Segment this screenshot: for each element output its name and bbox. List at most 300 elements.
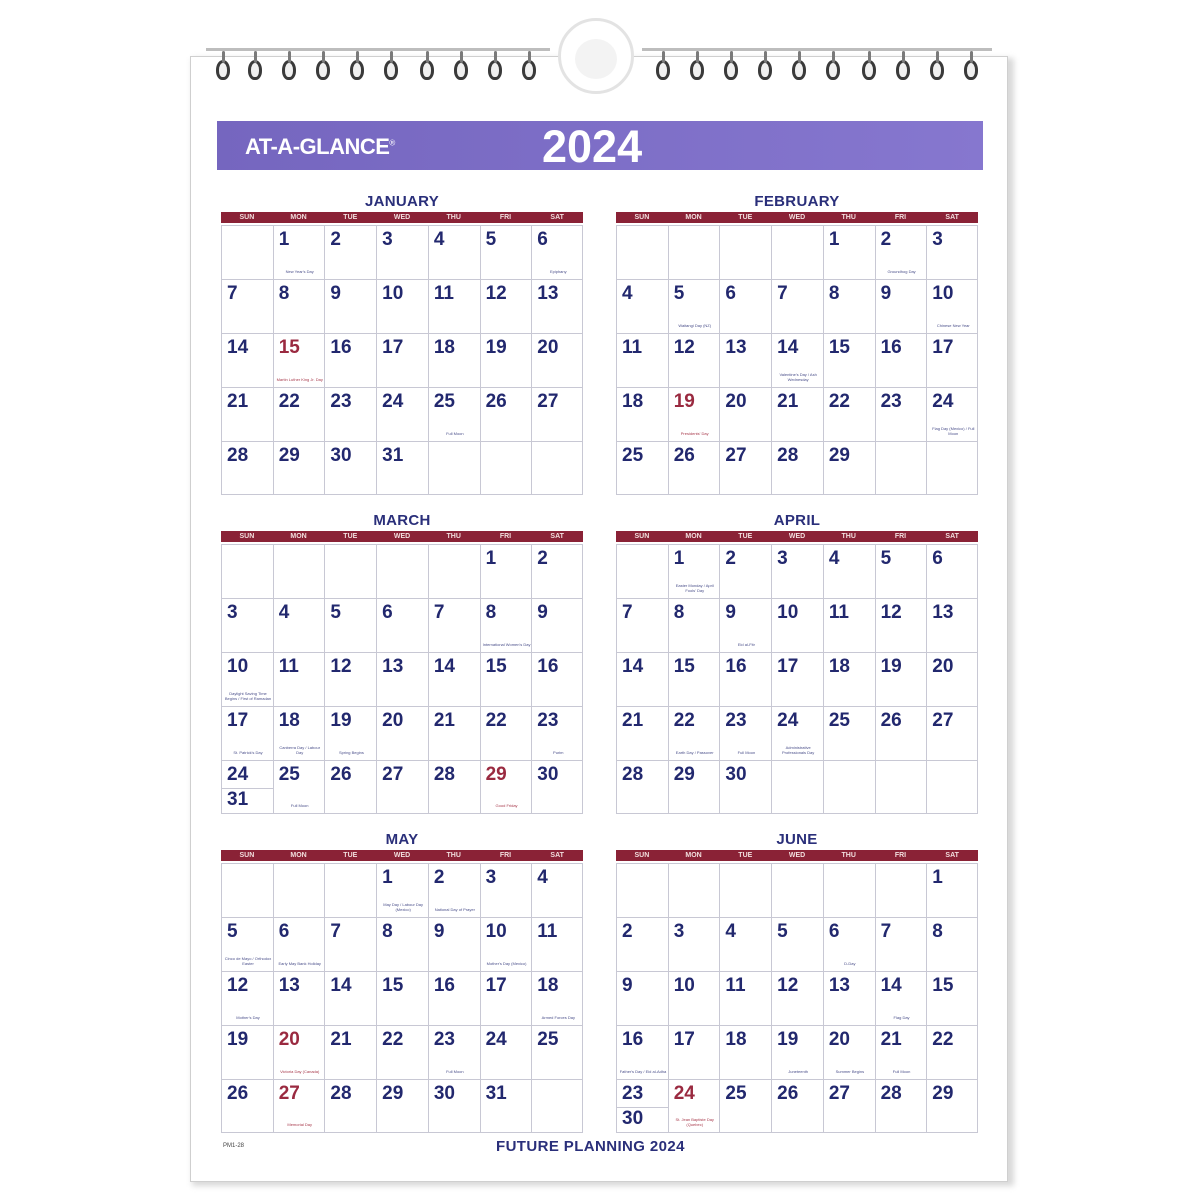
day-cell[interactable] [823, 333, 875, 387]
day-number: 1 [485, 548, 497, 569]
day-cell[interactable] [719, 225, 771, 279]
day-cell[interactable] [480, 652, 532, 706]
day-number: 10 [227, 656, 249, 677]
day-cell[interactable] [480, 441, 532, 495]
day-cell[interactable] [668, 971, 720, 1025]
day-cell[interactable] [324, 917, 376, 971]
day-cell[interactable] [273, 387, 325, 441]
day-cell[interactable] [221, 225, 273, 279]
day-cell[interactable] [875, 441, 927, 495]
day-cell[interactable] [616, 1025, 668, 1079]
day-cell[interactable] [480, 333, 532, 387]
day-number: 18 [828, 656, 850, 677]
day-cell[interactable] [480, 1025, 532, 1079]
day-cell[interactable] [428, 387, 480, 441]
day-number: 17 [227, 710, 249, 731]
day-cell[interactable] [668, 863, 720, 917]
day-cell[interactable] [668, 225, 720, 279]
day-cell[interactable] [480, 760, 532, 814]
day-cell[interactable] [480, 1079, 532, 1133]
day-cell[interactable] [823, 760, 875, 814]
day-cell[interactable] [875, 598, 927, 652]
day-cell[interactable] [668, 598, 720, 652]
day-cell[interactable] [616, 387, 668, 441]
day-cell[interactable] [823, 387, 875, 441]
day-cell[interactable] [428, 760, 480, 814]
weekday-header [221, 531, 583, 542]
day-cell[interactable] [376, 863, 428, 917]
weekday-label: FRI [894, 533, 907, 540]
day-cell[interactable] [719, 544, 771, 598]
day-cell[interactable] [428, 1079, 480, 1133]
day-number: 23 [622, 1083, 644, 1104]
day-cell[interactable] [771, 917, 823, 971]
day-cell[interactable] [480, 544, 532, 598]
day-cell[interactable] [823, 1025, 875, 1079]
day-cell[interactable] [376, 279, 428, 333]
day-cell[interactable] [531, 1079, 583, 1133]
day-cell[interactable] [531, 279, 583, 333]
day-cell[interactable] [771, 652, 823, 706]
day-cell[interactable] [771, 760, 823, 814]
day-number: 2 [622, 921, 633, 942]
day-cell[interactable] [823, 971, 875, 1025]
weekday-label: WED [788, 533, 806, 540]
day-cell[interactable] [376, 971, 428, 1025]
day-number: 9 [880, 283, 892, 304]
day-cell[interactable] [875, 652, 927, 706]
day-number: 1 [828, 229, 840, 250]
month-name: JANUARY [364, 193, 440, 210]
day-cell[interactable] [221, 544, 273, 598]
day-cell[interactable] [719, 863, 771, 917]
day-cell[interactable] [823, 1079, 875, 1133]
day-cell[interactable] [616, 441, 668, 495]
day-cell[interactable] [480, 387, 532, 441]
day-cell[interactable] [376, 1079, 428, 1133]
day-note: Waitangi Day (NZ) [678, 323, 712, 328]
day-cell[interactable] [221, 760, 273, 814]
day-number: 14 [777, 337, 799, 358]
weekday-header [221, 850, 583, 861]
day-cell[interactable] [273, 279, 325, 333]
day-note: Memorial Day [287, 1122, 313, 1127]
day-number: 17 [932, 337, 954, 358]
day-note: Full Moon [446, 1069, 464, 1074]
day-cell[interactable] [531, 544, 583, 598]
day-cell[interactable] [875, 333, 927, 387]
day-cell[interactable] [324, 760, 376, 814]
binding-ring [420, 60, 434, 80]
day-cell[interactable] [926, 387, 978, 441]
day-note: Flag Day [893, 1015, 910, 1020]
day-number: 7 [330, 921, 341, 942]
day-cell[interactable] [273, 863, 325, 917]
day-cell[interactable] [771, 971, 823, 1025]
day-cell[interactable] [273, 706, 325, 760]
day-cell[interactable] [376, 225, 428, 279]
day-cell[interactable] [875, 760, 927, 814]
day-cell[interactable] [221, 1025, 273, 1079]
day-cell[interactable] [531, 441, 583, 495]
weekday-label: TUE [343, 852, 358, 859]
day-cell[interactable] [480, 706, 532, 760]
weekday-label: THU [446, 852, 461, 859]
day-cell[interactable] [376, 652, 428, 706]
day-cell[interactable] [273, 333, 325, 387]
day-cell[interactable] [719, 279, 771, 333]
day-cell[interactable] [719, 917, 771, 971]
day-number: 2 [725, 548, 736, 569]
day-number: 22 [278, 391, 300, 412]
day-cell[interactable] [668, 441, 720, 495]
day-cell[interactable] [531, 1025, 583, 1079]
day-cell[interactable] [668, 279, 720, 333]
day-cell[interactable] [926, 333, 978, 387]
binding-ring [384, 60, 398, 80]
day-cell[interactable] [480, 917, 532, 971]
day-number: 29 [828, 445, 850, 466]
day-cell[interactable] [668, 1025, 720, 1079]
day-cell[interactable] [428, 598, 480, 652]
day-cell[interactable] [221, 279, 273, 333]
day-cell[interactable] [428, 706, 480, 760]
day-number: 7 [880, 921, 892, 942]
day-cell[interactable] [719, 652, 771, 706]
day-cell[interactable] [376, 598, 428, 652]
weekday-label: WED [393, 533, 411, 540]
day-cell[interactable] [616, 333, 668, 387]
day-number: 1 [382, 867, 393, 888]
day-cell[interactable] [428, 333, 480, 387]
day-cell[interactable] [926, 971, 978, 1025]
day-cell[interactable] [875, 706, 927, 760]
day-cell[interactable] [823, 706, 875, 760]
day-cell[interactable] [668, 706, 720, 760]
day-number: 22 [828, 391, 850, 412]
day-cell[interactable] [771, 279, 823, 333]
day-cell[interactable] [428, 225, 480, 279]
day-cell[interactable] [273, 1079, 325, 1133]
day-cell[interactable] [273, 441, 325, 495]
day-number: 14 [622, 656, 644, 677]
day-cell[interactable] [324, 279, 376, 333]
day-cell[interactable] [771, 333, 823, 387]
day-cell[interactable] [531, 706, 583, 760]
day-note: Daylight Saving Time Begins / First of Ramadan [224, 691, 272, 701]
day-cell[interactable] [616, 706, 668, 760]
day-cell[interactable] [221, 598, 273, 652]
weekday-label: TUE [738, 214, 753, 221]
day-cell[interactable] [926, 760, 978, 814]
day-number: 18 [537, 975, 559, 996]
day-number: 17 [673, 1029, 695, 1050]
day-cell[interactable] [221, 333, 273, 387]
day-cell[interactable] [719, 333, 771, 387]
day-cell[interactable] [324, 1025, 376, 1079]
day-cell[interactable] [771, 544, 823, 598]
day-cell[interactable] [771, 441, 823, 495]
day-cell[interactable] [719, 971, 771, 1025]
day-note: National Day of Prayer [434, 907, 475, 912]
day-cell[interactable] [273, 652, 325, 706]
day-cell[interactable] [531, 387, 583, 441]
binding-ring [862, 60, 876, 80]
day-cell[interactable] [771, 225, 823, 279]
weekday-label: SAT [550, 214, 564, 221]
day-number: 23 [433, 1029, 455, 1050]
day-cell[interactable] [926, 544, 978, 598]
day-number: 30 [725, 764, 747, 785]
weekday-label: WED [788, 852, 806, 859]
day-cell[interactable] [531, 652, 583, 706]
day-cell[interactable] [221, 863, 273, 917]
day-cell[interactable] [221, 387, 273, 441]
weekday-label: THU [841, 852, 856, 859]
day-cell[interactable] [926, 441, 978, 495]
day-cell[interactable] [324, 544, 376, 598]
day-cell[interactable] [668, 387, 720, 441]
day-cell[interactable] [926, 598, 978, 652]
day-cell[interactable] [273, 971, 325, 1025]
binding-ring [826, 60, 840, 80]
day-cell[interactable] [531, 598, 583, 652]
day-cell[interactable] [875, 1025, 927, 1079]
day-number: 12 [330, 656, 352, 677]
day-cell[interactable] [616, 917, 668, 971]
day-cell[interactable] [428, 279, 480, 333]
day-number: 19 [330, 710, 352, 731]
day-cell[interactable] [668, 652, 720, 706]
day-cell[interactable] [875, 387, 927, 441]
day-cell[interactable] [221, 1079, 273, 1133]
day-cell[interactable] [428, 652, 480, 706]
day-cell[interactable] [531, 760, 583, 814]
day-number: 20 [382, 710, 404, 731]
day-cell[interactable] [616, 863, 668, 917]
day-number: 22 [673, 710, 695, 731]
day-cell[interactable] [531, 971, 583, 1025]
day-note: D-Day [844, 961, 856, 966]
weekday-label: MON [290, 214, 307, 221]
day-cell[interactable] [875, 863, 927, 917]
weekday-label: SUN [634, 214, 650, 221]
day-cell[interactable] [480, 863, 532, 917]
day-cell[interactable] [531, 333, 583, 387]
day-cell[interactable] [771, 863, 823, 917]
hanger-hook[interactable] [558, 18, 634, 94]
day-cell[interactable] [480, 225, 532, 279]
day-cell[interactable] [616, 225, 668, 279]
day-cell[interactable] [875, 279, 927, 333]
day-cell[interactable] [926, 652, 978, 706]
day-note: Epiphany [549, 269, 567, 274]
day-cell[interactable] [823, 598, 875, 652]
day-cell[interactable] [823, 279, 875, 333]
day-number: 30 [622, 1108, 644, 1129]
day-cell[interactable] [875, 917, 927, 971]
day-cell[interactable] [376, 917, 428, 971]
day-number: 17 [382, 337, 404, 358]
day-number: 1 [932, 867, 943, 888]
day-cell[interactable] [926, 279, 978, 333]
day-cell[interactable] [875, 1079, 927, 1133]
day-cell[interactable] [823, 441, 875, 495]
day-cell[interactable] [273, 1025, 325, 1079]
day-number: 13 [278, 975, 300, 996]
day-cell[interactable] [719, 1025, 771, 1079]
day-cell[interactable] [531, 863, 583, 917]
product-code: PM1-28 [223, 1143, 245, 1149]
day-cell[interactable] [273, 544, 325, 598]
day-cell[interactable] [376, 387, 428, 441]
day-cell[interactable] [616, 971, 668, 1025]
day-cell[interactable] [324, 441, 376, 495]
day-number: 16 [433, 975, 455, 996]
day-cell[interactable] [719, 441, 771, 495]
day-cell[interactable] [668, 544, 720, 598]
day-cell[interactable] [428, 971, 480, 1025]
day-cell[interactable] [273, 760, 325, 814]
day-number: 24 [932, 391, 954, 412]
day-cell[interactable] [531, 917, 583, 971]
day-cell[interactable] [221, 652, 273, 706]
day-number: 14 [330, 975, 352, 996]
day-cell[interactable] [823, 225, 875, 279]
day-cell[interactable] [668, 1079, 720, 1133]
day-cell[interactable] [926, 917, 978, 971]
day-cell[interactable] [926, 1079, 978, 1133]
day-number: 10 [932, 283, 954, 304]
day-number: 28 [622, 764, 644, 785]
day-cell[interactable] [823, 917, 875, 971]
day-cell[interactable] [480, 971, 532, 1025]
day-cell[interactable] [616, 652, 668, 706]
day-cell[interactable] [616, 760, 668, 814]
day-cell[interactable] [324, 652, 376, 706]
day-number: 20 [725, 391, 747, 412]
day-cell[interactable] [823, 652, 875, 706]
day-cell[interactable] [771, 1079, 823, 1133]
weekday-label: TUE [738, 533, 753, 540]
day-cell[interactable] [376, 760, 428, 814]
day-cell[interactable] [324, 1079, 376, 1133]
day-cell[interactable] [324, 387, 376, 441]
day-cell[interactable] [668, 333, 720, 387]
day-cell[interactable] [926, 706, 978, 760]
day-cell[interactable] [428, 544, 480, 598]
day-cell[interactable] [719, 706, 771, 760]
day-cell[interactable] [668, 917, 720, 971]
day-cell[interactable] [719, 1079, 771, 1133]
day-note: Full Moon [737, 750, 756, 755]
day-cell[interactable] [324, 706, 376, 760]
day-number: 4 [278, 602, 290, 623]
binding-wire-left [206, 48, 550, 51]
day-cell[interactable] [823, 544, 875, 598]
day-number: 15 [932, 975, 954, 996]
day-cell[interactable] [428, 863, 480, 917]
day-cell[interactable] [324, 863, 376, 917]
day-cell[interactable] [376, 1025, 428, 1079]
day-note: Full Moon [446, 431, 464, 436]
day-cell[interactable] [324, 971, 376, 1025]
day-cell[interactable] [926, 863, 978, 917]
day-cell[interactable] [376, 441, 428, 495]
day-cell[interactable] [771, 1025, 823, 1079]
day-cell[interactable] [719, 598, 771, 652]
day-cell[interactable] [771, 598, 823, 652]
day-cell[interactable] [480, 598, 532, 652]
day-cell[interactable] [273, 225, 325, 279]
day-number: 15 [382, 975, 404, 996]
day-cell[interactable] [719, 760, 771, 814]
day-cell[interactable] [273, 598, 325, 652]
day-cell[interactable] [616, 279, 668, 333]
day-cell[interactable] [428, 441, 480, 495]
day-cell[interactable] [221, 441, 273, 495]
day-cell[interactable] [221, 971, 273, 1025]
day-number: 21 [227, 391, 249, 412]
weekday-label: TUE [343, 533, 358, 540]
day-number: 20 [932, 656, 954, 677]
day-number: 15 [673, 656, 695, 677]
day-number: 12 [777, 975, 799, 996]
day-cell[interactable] [376, 706, 428, 760]
day-cell[interactable] [875, 544, 927, 598]
day-number: 9 [725, 602, 736, 623]
weekday-label: THU [446, 533, 461, 540]
day-cell[interactable] [875, 971, 927, 1025]
day-cell[interactable] [616, 598, 668, 652]
day-cell[interactable] [616, 1079, 668, 1133]
day-cell[interactable] [428, 1025, 480, 1079]
day-cell[interactable] [531, 225, 583, 279]
day-cell[interactable] [273, 917, 325, 971]
day-number: 20 [278, 1029, 300, 1050]
day-number: 24 [227, 764, 249, 785]
day-cell[interactable] [376, 333, 428, 387]
day-cell[interactable] [376, 544, 428, 598]
day-cell[interactable] [221, 917, 273, 971]
binding-ring [896, 60, 910, 80]
day-number: 6 [828, 921, 840, 942]
day-cell[interactable] [428, 917, 480, 971]
day-cell[interactable] [324, 225, 376, 279]
day-cell[interactable] [221, 706, 273, 760]
day-cell[interactable] [324, 333, 376, 387]
day-cell[interactable] [875, 225, 927, 279]
day-cell[interactable] [668, 760, 720, 814]
day-number: 12 [880, 602, 902, 623]
day-cell[interactable] [926, 225, 978, 279]
day-note: Mother's Day [236, 1015, 260, 1020]
day-number: 28 [880, 1083, 902, 1104]
day-number: 16 [725, 656, 747, 677]
day-note: Victoria Day (Canada) [280, 1069, 320, 1074]
day-number: 9 [622, 975, 633, 996]
day-cell[interactable] [480, 279, 532, 333]
day-cell[interactable] [771, 387, 823, 441]
day-cell[interactable] [771, 706, 823, 760]
day-cell[interactable] [324, 598, 376, 652]
day-cell[interactable] [926, 1025, 978, 1079]
day-number: 13 [828, 975, 850, 996]
day-cell[interactable] [719, 387, 771, 441]
day-number: 6 [725, 283, 736, 304]
day-cell[interactable] [616, 544, 668, 598]
day-cell[interactable] [823, 863, 875, 917]
